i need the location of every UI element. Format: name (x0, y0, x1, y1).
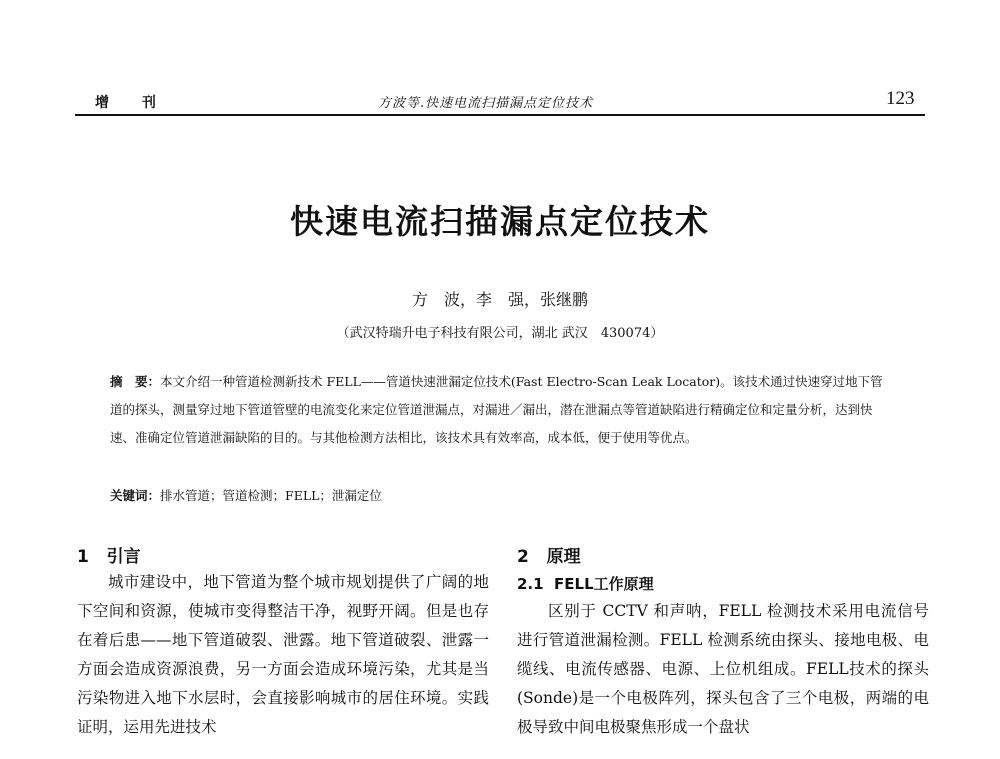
section-1-heading (77, 542, 141, 567)
subsection-2-1-number: 2.1 (517, 575, 544, 593)
section-1-body (77, 568, 489, 742)
section-2-heading (517, 542, 581, 567)
affiliation: （武汉特瑞升电子科技有限公司，湖北 武汉 430074） (336, 326, 664, 341)
section-1-number: 1 (77, 547, 89, 567)
section-2-body (517, 597, 929, 742)
keywords (110, 486, 890, 504)
page-number: 123 (886, 88, 915, 109)
running-header: 方波等.快速电流扫描漏点定位技术 (378, 96, 594, 111)
section-2-paragraph: 区别于 CCTV 和声呐，FELL 检测技术采用电流信号进行管道泄漏检测。FELL 检测系统由探头、接地电极、电缆线、电流传感器、电源、上位机组成。FELL技术的探头(Sonde)是一个电极阵列，探头包含了三个电极，两端的电极导致中间电极聚焦形成一个盘状 (517, 602, 929, 736)
abstract-text: 本文介绍一种管道检测新技术 FELL——管道快速泄漏定位技术(Fast Electro-Scan Leak Locator)。该技术通过快速穿过地下管道的探头，测量穿过地下管道管壁的电流变化来定位管道泄漏点，对漏进／漏出，潜在泄漏点等管道缺陷进行精确定位和定量分析，达到快速、准确定位管道泄漏缺陷的目的。与其他检测方法相比，该技术具有效率高，成本低，便于使用等优点。 (110, 374, 883, 445)
header-rule (75, 114, 925, 116)
section-1-title: 引言 (106, 547, 141, 567)
section-2-title: 原理 (546, 547, 581, 567)
abstract-label: 摘 要： (110, 374, 161, 389)
journal-section-label: 增 刊 (95, 95, 170, 111)
authors: 方 波，李 强，张继鹏 (411, 290, 588, 309)
abstract (110, 368, 890, 452)
keywords-text: 排水管道；管道检测；FELL；泄漏定位 (160, 488, 382, 503)
keywords-label: 关键词： (110, 488, 161, 503)
paper-title: 快速电流扫描漏点定位技术 (290, 202, 710, 241)
section-2-number: 2 (517, 547, 529, 567)
subsection-2-1-heading (517, 573, 654, 594)
section-1-paragraph: 城市建设中，地下管道为整个城市规划提供了广阔的地下空间和资源，使城市变得整洁干净，视野开阔。但是也存在着后患——地下管道破裂、泄露。地下管道破裂、泄露一方面会造成资源浪费，另一方面会造成环境污染，尤其是当污染物进入地下水层时，会直接影响城市的居住环境。实践证明，运用先进技术 (77, 573, 489, 736)
subsection-2-1-title: FELL工作原理 (554, 575, 654, 593)
